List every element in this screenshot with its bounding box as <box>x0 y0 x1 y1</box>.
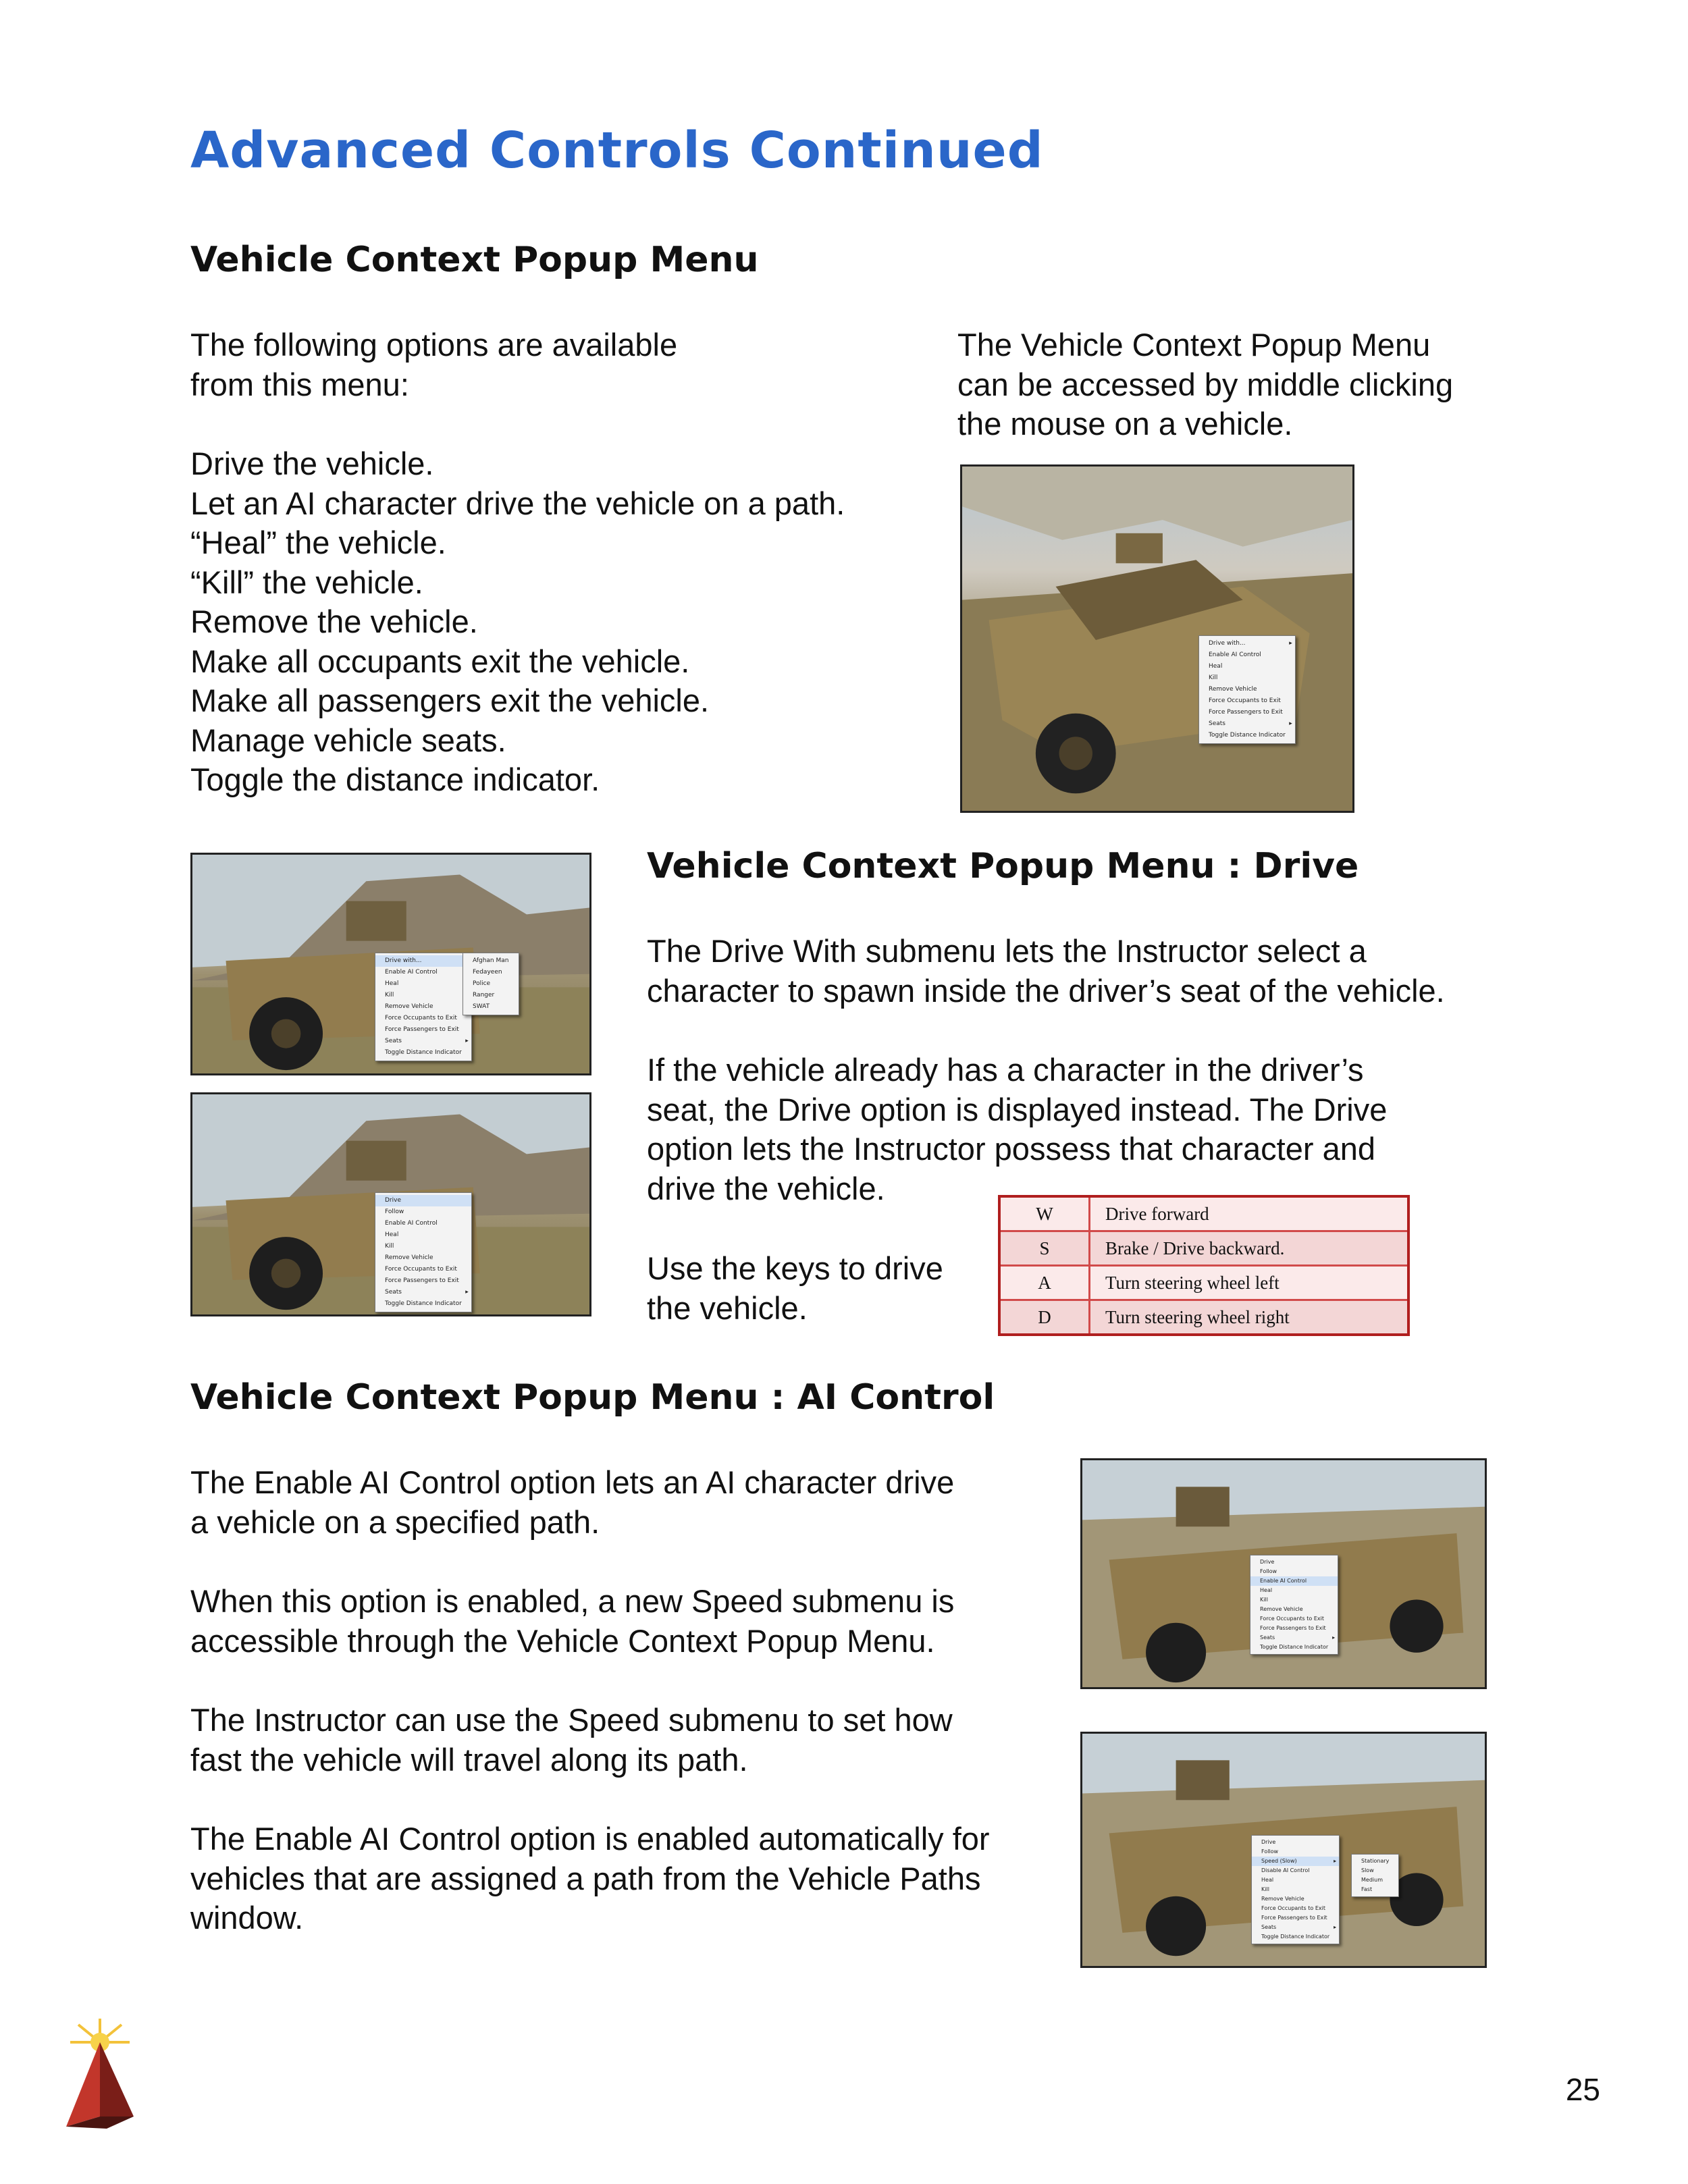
section1-intro: The following options are available from this menu: <box>190 327 678 402</box>
section3-paragraph-3: The Instructor can use the Speed submenu to set how fast the vehicle will travel along its path. <box>190 1702 953 1778</box>
menu-item[interactable]: Remove Vehicle <box>1260 1606 1303 1612</box>
pyramid-logo-icon <box>59 2015 140 2130</box>
table-row <box>999 1300 1408 1335</box>
table-row <box>999 1231 1408 1266</box>
menu-item[interactable]: Remove Vehicle <box>385 1003 433 1010</box>
action-cell: Drive forward <box>1090 1196 1409 1231</box>
ai-control-menu <box>1250 1555 1338 1655</box>
submenu-item[interactable]: Medium <box>1361 1877 1383 1883</box>
menu-item[interactable]: Force Occupants to Exit <box>385 1266 457 1273</box>
menu-item[interactable]: Drive <box>375 1195 471 1206</box>
menu-item[interactable]: Heal <box>1261 1877 1274 1883</box>
menu-item[interactable]: Seats ▸ <box>1250 1633 1338 1643</box>
menu-item[interactable]: Toggle Distance Indicator <box>385 1300 462 1307</box>
menu-item[interactable]: Drive with... ▸ <box>375 955 471 967</box>
table-row <box>999 1266 1408 1300</box>
action-cell: Turn steering wheel right <box>1090 1300 1409 1335</box>
menu-item[interactable]: Enable AI Control <box>385 1220 438 1227</box>
section-title-ai-control: Vehicle Context Popup Menu : AI Control <box>190 1377 995 1418</box>
menu-item[interactable]: Toggle Distance Indicator <box>1261 1934 1330 1940</box>
drive-option-menu <box>375 1192 472 1312</box>
submenu-item[interactable]: Ranger <box>473 992 495 998</box>
menu-item[interactable]: Heal <box>1209 663 1223 670</box>
menu-item[interactable]: Enable AI Control <box>1250 1576 1338 1586</box>
menu-item[interactable]: Force Passengers to Exit <box>1209 709 1283 716</box>
menu-item[interactable]: Toggle Distance Indicator <box>385 1049 462 1056</box>
submenu-item[interactable]: SWAT <box>473 1003 490 1010</box>
menu-item[interactable]: Remove Vehicle <box>385 1254 433 1261</box>
menu-item[interactable]: Force Passengers to Exit <box>1261 1915 1327 1921</box>
menu-item[interactable]: Kill <box>1260 1597 1268 1603</box>
menu-item[interactable]: Kill <box>385 992 394 998</box>
menu-item[interactable]: Toggle Distance Indicator <box>1209 732 1286 739</box>
action-cell: Brake / Drive backward. <box>1090 1231 1409 1266</box>
submenu-item[interactable]: Fast <box>1361 1886 1373 1892</box>
menu-item[interactable]: Drive with... ▸ <box>1199 638 1295 649</box>
key-cell: A <box>999 1266 1090 1300</box>
menu-item[interactable]: Force Passengers to Exit <box>385 1026 459 1033</box>
section3-paragraph-2: When this option is enabled, a new Speed submenu is accessible through the Vehicle Context Popup Menu. <box>190 1583 955 1659</box>
menu-item[interactable]: Seats ▸ <box>1199 718 1295 730</box>
menu-item[interactable]: Force Occupants to Exit <box>1261 1905 1325 1911</box>
menu-item[interactable]: Drive <box>1260 1559 1275 1565</box>
humvee-context-menu-screenshot <box>960 464 1354 813</box>
section2-paragraph-3: Use the keys to drive the vehicle. <box>647 1250 943 1326</box>
enable-ai-control-screenshot <box>1080 1458 1487 1689</box>
menu-item[interactable]: Seats ▸ <box>375 1287 471 1298</box>
table-row <box>999 1196 1408 1231</box>
key-cell: W <box>999 1196 1090 1231</box>
speed-submenu-screenshot <box>1080 1732 1487 1968</box>
menu-item[interactable]: Follow <box>1261 1848 1279 1855</box>
section1-access-text: The Vehicle Context Popup Menu can be accessed by middle clicking the mouse on a vehicle. <box>957 327 1454 442</box>
submenu-item[interactable]: Police <box>473 980 491 987</box>
menu-item[interactable]: Follow <box>1260 1568 1277 1574</box>
page-number: 25 <box>1565 2072 1600 2107</box>
section2-paragraph-1: The Drive With submenu lets the Instructor select a character to spawn inside the driver’s seat of the vehicle. <box>647 933 1445 1009</box>
menu-item[interactable]: Kill <box>1261 1886 1269 1892</box>
page-title: Advanced Controls Continued <box>190 122 1044 180</box>
menu-item[interactable]: Heal <box>1260 1587 1273 1593</box>
submenu-item[interactable]: Slow <box>1361 1867 1374 1873</box>
key-cell: D <box>999 1300 1090 1335</box>
submenu-item[interactable]: Afghan Man <box>473 957 509 964</box>
submenu-item[interactable]: Stationary <box>1361 1858 1390 1864</box>
menu-item[interactable]: Force Passengers to Exit <box>385 1277 459 1284</box>
vehicle-context-menu <box>1198 635 1296 744</box>
menu-item[interactable]: Disable AI Control <box>1261 1867 1310 1873</box>
section1-options-list: Drive the vehicle. Let an AI character drive the vehicle on a path. “Heal” the vehicle. “Kill” the vehicle. Remove the vehicle. Make all occupants exit the vehicle. Make all passengers exit the vehicle. Manage vehicle seats. Toggle the distance indicator. <box>190 446 845 797</box>
menu-item[interactable]: Seats ▸ <box>375 1036 471 1047</box>
menu-item[interactable]: Force Passengers to Exit <box>1260 1625 1326 1631</box>
menu-item[interactable]: Force Occupants to Exit <box>385 1015 457 1021</box>
submenu-item[interactable]: Fedayeen <box>473 969 502 976</box>
menu-item[interactable]: Enable AI Control <box>1209 651 1261 658</box>
drive-with-submenu <box>463 953 519 1015</box>
section2-paragraph-2: If the vehicle already has a character in the driver’s seat, the Drive option is displayed instead. The Drive option lets the Instructor possess that character and drive the vehicle. <box>647 1052 1388 1206</box>
menu-item[interactable]: Remove Vehicle <box>1261 1896 1304 1902</box>
menu-item[interactable]: Force Occupants to Exit <box>1260 1616 1324 1622</box>
menu-item[interactable]: Speed (Slow) ▸ <box>1252 1857 1339 1866</box>
speed-submenu <box>1351 1854 1399 1897</box>
section3-paragraph-4: The Enable AI Control option is enabled automatically for vehicles that are assigned a path from the Vehicle Paths window. <box>190 1821 990 1936</box>
menu-item[interactable]: Enable AI Control <box>385 969 438 976</box>
key-cell: S <box>999 1231 1090 1266</box>
menu-item[interactable]: Heal <box>385 1231 399 1238</box>
drive-option-screenshot <box>190 1092 591 1316</box>
section-title-context-menu: Vehicle Context Popup Menu <box>190 240 759 280</box>
menu-item[interactable]: Seats ▸ <box>1252 1923 1339 1932</box>
speed-context-menu <box>1251 1835 1340 1944</box>
menu-item[interactable]: Toggle Distance Indicator <box>1260 1644 1329 1650</box>
drive-with-submenu-screenshot <box>190 853 591 1075</box>
action-cell: Turn steering wheel left <box>1090 1266 1409 1300</box>
menu-item[interactable]: Follow <box>385 1208 404 1215</box>
drive-keys-table <box>998 1195 1410 1336</box>
menu-item[interactable]: Force Occupants to Exit <box>1209 697 1281 704</box>
menu-item[interactable]: Drive <box>1261 1839 1276 1845</box>
menu-item[interactable]: Heal <box>385 980 399 987</box>
menu-item[interactable]: Kill <box>385 1243 394 1250</box>
menu-item[interactable]: Kill <box>1209 674 1218 681</box>
drive-context-menu <box>375 953 472 1061</box>
section3-paragraph-1: The Enable AI Control option lets an AI character drive a vehicle on a specified path. <box>190 1464 955 1540</box>
menu-item[interactable]: Remove Vehicle <box>1209 686 1257 693</box>
section-title-drive: Vehicle Context Popup Menu : Drive <box>647 846 1359 886</box>
